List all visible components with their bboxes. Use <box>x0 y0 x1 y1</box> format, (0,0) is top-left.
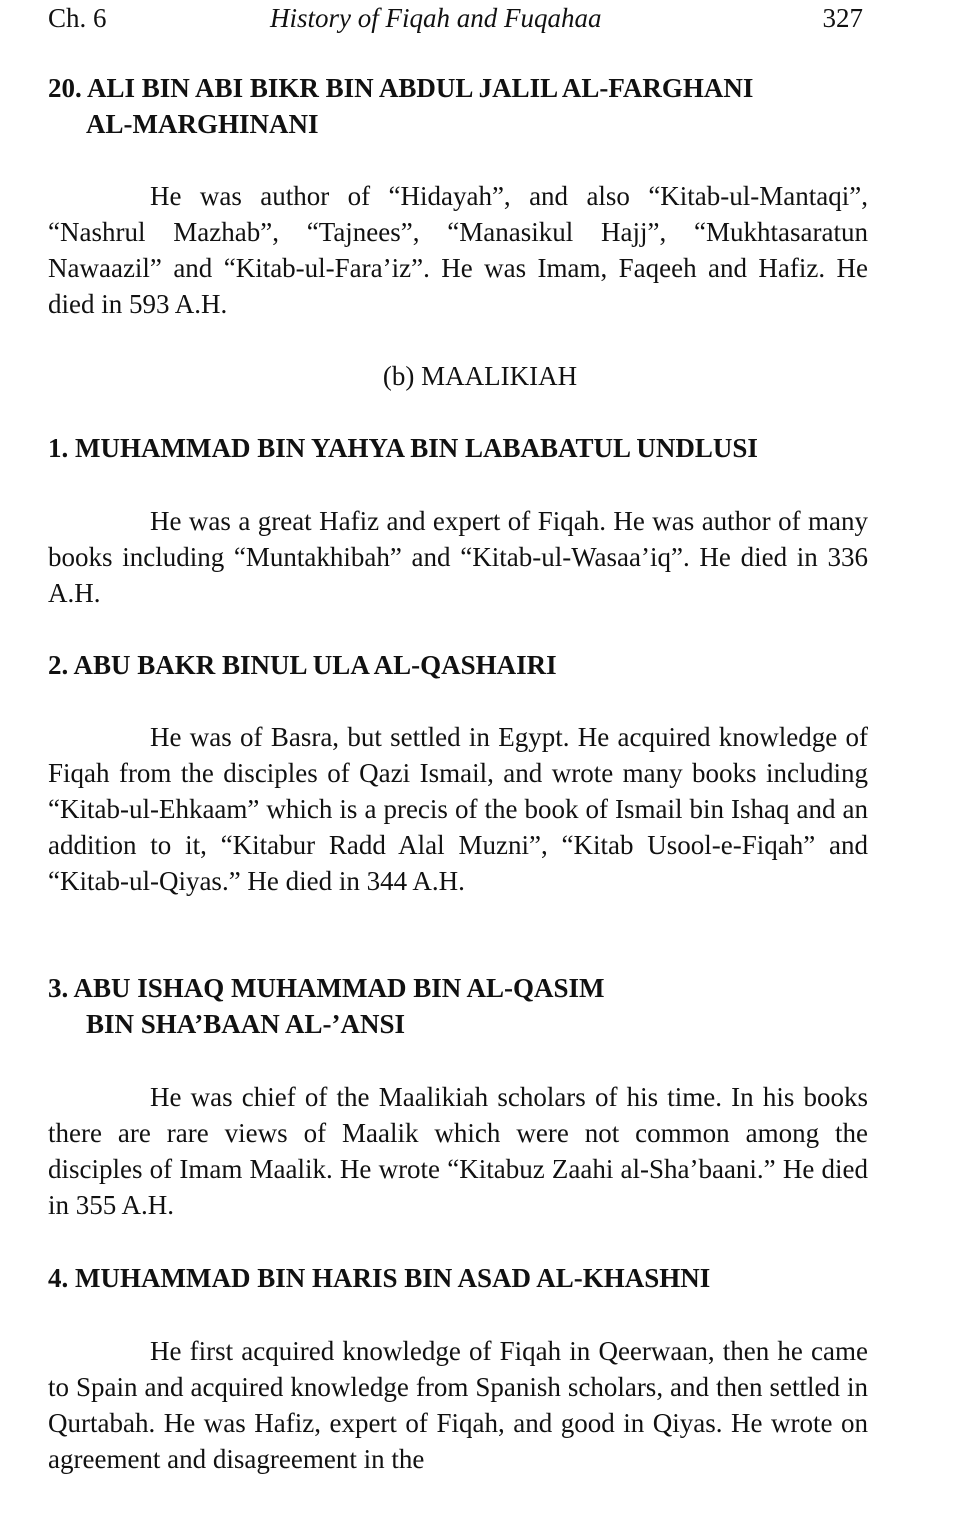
entry-heading-3 <box>48 970 908 1042</box>
entry-heading-line1: MUHAMMAD BIN YAHYA BIN LABABATUL UNDLUSI <box>75 433 758 463</box>
entry-body-2 <box>48 719 868 899</box>
running-head <box>48 0 863 36</box>
entry-number: 3. <box>48 973 69 1003</box>
entry-heading-line1: ABU ISHAQ MUHAMMAD BIN AL-QASIM <box>73 973 605 1003</box>
entry-body-text: He first acquired knowledge of Fiqah in Qeerwaan, then he came to Spain and acquired knowledge from Spanish scholars, and then settled in Qurtabah. He was Hafiz, expert of Fiqah, and good in Qiyas. He wrote on agreement and disagreement in the <box>48 1336 868 1474</box>
entry-number: 4. <box>48 1263 69 1293</box>
entry-number: 1. <box>48 433 69 463</box>
entry-number: 20. <box>48 73 82 103</box>
entry-body-1 <box>48 503 868 611</box>
entry-body-4 <box>48 1333 868 1477</box>
entry-heading-4 <box>48 1260 908 1296</box>
chapter-label: Ch. 6 <box>48 3 107 33</box>
entry-number: 2. <box>48 650 69 680</box>
entry-heading-2 <box>48 647 908 683</box>
entry-heading-line1: MUHAMMAD BIN HARIS BIN ASAD AL-KHASHNI <box>75 1263 711 1293</box>
book-title: History of Fiqah and Fuqahaa <box>270 3 602 33</box>
entry-body-text: He was a great Hafiz and expert of Fiqah. He was author of many books including “Muntakhibah” and “Kitab-ul-Wasaa’iq”. He died in 336 A.H. <box>48 506 868 608</box>
entry-heading-line1: ALI BIN ABI BIKR BIN ABDUL JALIL AL-FARGHANI <box>87 73 754 103</box>
entry-body-text: He was of Basra, but settled in Egypt. He acquired knowledge of Fiqah from the disciples of Qazi Ismail, and wrote many books including “Kitab-ul-Ehkaam” which is a precis of the book of Ismail bin Ishaq and an addition to it, “Kitabur Radd Alal Muzni”, “Kitab Usool-e-Fiqah” and “Kitab-ul-Qiyas.” He died in 344 A.H. <box>48 722 868 896</box>
page-number: 327 <box>822 3 863 33</box>
entry-body-text: He was author of “Hidayah”, and also “Kitab-ul-Mantaqi”, “Nashrul Mazhab”, “Tajnees”, “Manasikul Hajj”, “Mukhtasaratun Nawaazil” and “Kitab-ul-Fara’iz”. He was Imam, Faqeeh and Hafiz. He died in 593 A.H. <box>48 181 868 319</box>
entry-heading-line2: AL-MARGHINANI <box>86 109 319 139</box>
entry-body-20 <box>48 178 868 322</box>
section-title: (b) MAALIKIAH <box>382 361 578 391</box>
entry-heading-line1: ABU BAKR BINUL ULA AL-QASHAIRI <box>73 650 557 680</box>
entry-body-text: He was chief of the Maalikiah scholars of his time. In his books there are rare views of Maalik which were not common among the disciples of Imam Maalik. He wrote “Kitabuz Zaahi al-Sha’baani.” He died in 355 A.H. <box>48 1082 868 1220</box>
entry-heading-20 <box>48 70 908 142</box>
entry-heading-1 <box>48 430 908 466</box>
entry-body-3 <box>48 1079 868 1223</box>
entry-heading-line2: BIN SHA’BAAN AL-’ANSI <box>86 1009 406 1039</box>
